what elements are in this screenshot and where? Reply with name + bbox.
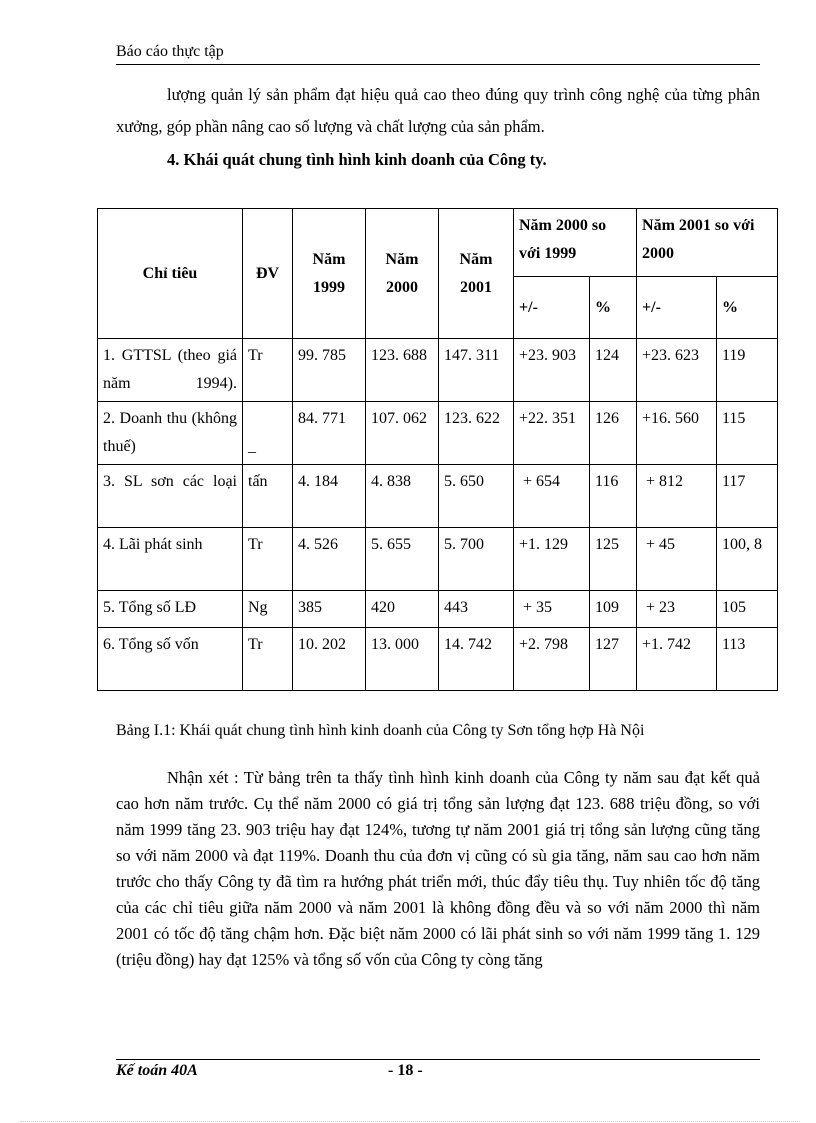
row-2001: 123. 622 bbox=[439, 402, 514, 465]
row-name: 5. Tổng số LĐ bbox=[98, 591, 243, 628]
table-row bbox=[98, 339, 778, 402]
table-row bbox=[98, 465, 778, 528]
intro-paragraph: lượng quản lý sản phẩm đạt hiệu quả cao theo đúng quy trình công nghệ của từng phân xưởng, góp phần nâng cao số lượng và chất lượng của sản phẩm. bbox=[116, 85, 760, 136]
row-diff-2: +16. 560 bbox=[637, 402, 717, 465]
header-diff-2: +/- bbox=[637, 277, 717, 339]
table-row bbox=[98, 591, 778, 628]
header-compare-2000-1999: Năm 2000 so với 1999 bbox=[514, 209, 637, 277]
row-2000: 107. 062 bbox=[366, 402, 439, 465]
row-diff-2: +1. 742 bbox=[637, 628, 717, 691]
table-row bbox=[98, 528, 778, 591]
header-unit: ĐV bbox=[243, 209, 293, 339]
row-pct-1: 127 bbox=[590, 628, 637, 691]
row-diff-1: +23. 903 bbox=[514, 339, 590, 402]
header-rule bbox=[116, 64, 760, 65]
row-1999: 385 bbox=[293, 591, 366, 628]
table-row bbox=[98, 402, 778, 465]
row-unit: Tr bbox=[243, 339, 293, 402]
row-pct-2: 113 bbox=[717, 628, 778, 691]
row-2000: 123. 688 bbox=[366, 339, 439, 402]
header-indicator: Chỉ tiêu bbox=[98, 209, 243, 339]
page-number: - 18 - bbox=[388, 1062, 423, 1079]
row-1999: 10. 202 bbox=[293, 628, 366, 691]
table-caption: Bảng I.1: Khái quát chung tình hình kinh doanh của Công ty Sơn tổng hợp Hà Nội bbox=[116, 722, 645, 739]
row-1999: 4. 184 bbox=[293, 465, 366, 528]
footer-rule bbox=[116, 1059, 760, 1060]
row-diff-1: +1. 129 bbox=[514, 528, 590, 591]
row-1999: 99. 785 bbox=[293, 339, 366, 402]
row-unit: _ bbox=[243, 402, 293, 465]
row-pct-2: 119 bbox=[717, 339, 778, 402]
footer-class-label: Kế toán 40A bbox=[116, 1062, 198, 1079]
row-pct-2: 105 bbox=[717, 591, 778, 628]
table-row bbox=[98, 628, 778, 691]
section-title: 4. Khái quát chung tình hình kinh doanh của Công ty. bbox=[167, 150, 547, 169]
row-2000: 420 bbox=[366, 591, 439, 628]
row-name: 6. Tổng số vốn bbox=[98, 628, 243, 691]
header-2000: Năm 2000 bbox=[366, 209, 439, 339]
header-compare-2001-2000: Năm 2001 so với 2000 bbox=[637, 209, 778, 277]
row-pct-1: 125 bbox=[590, 528, 637, 591]
row-pct-1: 116 bbox=[590, 465, 637, 528]
row-name: 4. Lãi phát sinh bbox=[98, 528, 243, 591]
row-unit: Ng bbox=[243, 591, 293, 628]
row-2001: 147. 311 bbox=[439, 339, 514, 402]
row-2001: 443 bbox=[439, 591, 514, 628]
row-pct-1: 126 bbox=[590, 402, 637, 465]
row-pct-2: 117 bbox=[717, 465, 778, 528]
row-unit: Tr bbox=[243, 628, 293, 691]
row-diff-1: + 35 bbox=[514, 591, 590, 628]
row-name: 3. SL sơn các loại bbox=[98, 465, 243, 528]
row-name: 1. GTTSL (theo giá năm 1994). bbox=[98, 339, 243, 402]
row-pct-2: 100, 8 bbox=[717, 528, 778, 591]
header-1999: Năm 1999 bbox=[293, 209, 366, 339]
row-diff-1: +2. 798 bbox=[514, 628, 590, 691]
row-unit: Tr bbox=[243, 528, 293, 591]
header-pct-2: % bbox=[717, 277, 778, 339]
row-2000: 5. 655 bbox=[366, 528, 439, 591]
row-2001: 5. 700 bbox=[439, 528, 514, 591]
row-unit: tấn bbox=[243, 465, 293, 528]
row-pct-2: 115 bbox=[717, 402, 778, 465]
row-diff-2: +23. 623 bbox=[637, 339, 717, 402]
page-header: Báo cáo thực tập bbox=[116, 43, 224, 60]
page-edge bbox=[20, 1121, 800, 1122]
row-1999: 84. 771 bbox=[293, 402, 366, 465]
header-pct-1: % bbox=[590, 277, 637, 339]
row-2000: 4. 838 bbox=[366, 465, 439, 528]
row-pct-1: 124 bbox=[590, 339, 637, 402]
row-pct-1: 109 bbox=[590, 591, 637, 628]
row-2001: 5. 650 bbox=[439, 465, 514, 528]
row-1999: 4. 526 bbox=[293, 528, 366, 591]
header-diff-1: +/- bbox=[514, 277, 590, 339]
row-diff-1: + 654 bbox=[514, 465, 590, 528]
row-name: 2. Doanh thu (không thuế) bbox=[98, 402, 243, 465]
header-2001: Năm 2001 bbox=[439, 209, 514, 339]
row-diff-2: + 812 bbox=[637, 465, 717, 528]
row-2001: 14. 742 bbox=[439, 628, 514, 691]
row-diff-2: + 23 bbox=[637, 591, 717, 628]
row-diff-1: +22. 351 bbox=[514, 402, 590, 465]
row-diff-2: + 45 bbox=[637, 528, 717, 591]
remark-paragraph: Nhận xét : Từ bảng trên ta thấy tình hình kinh doanh của Công ty năm sau đạt kết quả cao hơn năm trước. Cụ thể năm 2000 có giá trị tổng sản lượng đạt 123. 688 triệu đồng, so với năm 1999 tăng 23. 903 triệu hay đạt 124%, tương tự năm 2001 giá trị tổng sản lượng cũng tăng so với năm 2000 và đạt 119%. Doanh thu của đơn vị cũng có sù gia tăng, năm sau cao hơn năm trước cho thấy Công ty đã tìm ra hướng phát triển mới, thúc đẩy tiêu thụ. Tuy nhiên tốc độ tăng của các chỉ tiêu giữa năm 2000 và năm 2001 là không đồng đều và so với năm 2000 thì năm 2001 có tốc độ tăng chậm hơn. Đặc biệt năm 2000 có lãi phát sinh so với năm 1999 tăng 1. 129 (triệu đồng) hay đạt 125% và tổng số vốn của Công ty còng tăng bbox=[116, 768, 760, 969]
row-2000: 13. 000 bbox=[366, 628, 439, 691]
business-summary-table bbox=[97, 208, 778, 691]
